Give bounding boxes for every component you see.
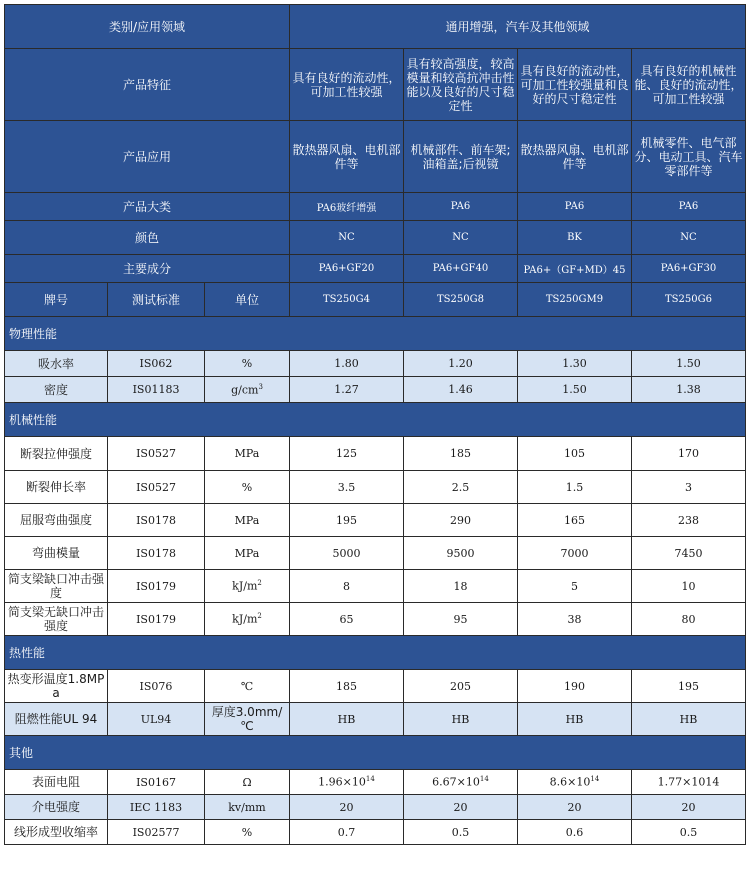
value-cell: 18 xyxy=(404,570,518,603)
feature-cell: 具有良好的机械性能、良好的流动性，可加工性较强 xyxy=(632,49,746,121)
table-row xyxy=(5,795,746,820)
grade-cell: TS250G4 xyxy=(290,283,404,317)
applications-row xyxy=(5,121,746,193)
grade-header-row xyxy=(5,283,746,317)
value-cell: 1.80 xyxy=(290,351,404,377)
application-cell: 散热器风扇、电机部件等 xyxy=(518,121,632,193)
value-cell: 38 xyxy=(518,603,632,636)
value-cell: 170 xyxy=(632,437,746,471)
value-cell: 80 xyxy=(632,603,746,636)
unit: % xyxy=(205,351,290,377)
test-standard: IS01183 xyxy=(108,377,205,403)
color-cell: NC xyxy=(404,221,518,255)
unit-label: 单位 xyxy=(205,283,290,317)
features-row xyxy=(5,49,746,121)
composition-cell: PA6+GF30 xyxy=(632,255,746,283)
unit-superscript: 2 xyxy=(257,579,262,588)
value-cell: HB xyxy=(404,703,518,736)
value-cell: 105 xyxy=(518,437,632,471)
application-cell: 机械部件、前车架;油箱盖;后视镜 xyxy=(404,121,518,193)
composition-label: 主要成分 xyxy=(5,255,290,283)
value-cell: 0.5 xyxy=(632,820,746,845)
property-name: 密度 xyxy=(5,377,108,403)
value-cell: 1.20 xyxy=(404,351,518,377)
test-standard: IS0179 xyxy=(108,570,205,603)
family-label: 产品大类 xyxy=(5,193,290,221)
table-row xyxy=(5,504,746,537)
value-cell: 1.5 xyxy=(518,471,632,504)
property-name: 阻燃性能UL 94 xyxy=(5,703,108,736)
section-thermal: 热性能 xyxy=(5,636,746,670)
test-standard: IS076 xyxy=(108,670,205,703)
value-cell: 1.27 xyxy=(290,377,404,403)
unit: Ω xyxy=(205,770,290,795)
value-cell: 10 xyxy=(632,570,746,603)
table-row xyxy=(5,351,746,377)
unit: MPa xyxy=(205,504,290,537)
unit: % xyxy=(205,471,290,504)
features-label: 产品特征 xyxy=(5,49,290,121)
value-cell: 125 xyxy=(290,437,404,471)
family-cell: PA6 xyxy=(404,193,518,221)
family-row xyxy=(5,193,746,221)
unit xyxy=(205,603,290,636)
value-cell: 5 xyxy=(518,570,632,603)
unit-superscript: 3 xyxy=(258,382,263,391)
category-label: 类别/应用领域 xyxy=(5,5,290,49)
property-name: 弯曲模量 xyxy=(5,537,108,570)
test-standard: UL94 xyxy=(108,703,205,736)
applications-label: 产品应用 xyxy=(5,121,290,193)
value-mantissa: 6.67×10 xyxy=(432,775,480,789)
value-cell: 1.38 xyxy=(632,377,746,403)
property-name: 屈服弯曲强度 xyxy=(5,504,108,537)
unit: kv/mm xyxy=(205,795,290,820)
value-cell: 195 xyxy=(632,670,746,703)
value-cell xyxy=(404,770,518,795)
composition-cell: PA6+GF20 xyxy=(290,255,404,283)
value-exponent: 14 xyxy=(590,775,600,784)
property-name: 介电强度 xyxy=(5,795,108,820)
value-cell: HB xyxy=(518,703,632,736)
application-cell: 机械零件、电气部分、电动工具、汽车零部件等 xyxy=(632,121,746,193)
property-name: 简支梁缺口冲击强度 xyxy=(5,570,108,603)
value-cell: 195 xyxy=(290,504,404,537)
unit: 厚度3.0mm/℃ xyxy=(205,703,290,736)
value-cell: 20 xyxy=(290,795,404,820)
value-cell xyxy=(290,770,404,795)
application-cell: 散热器风扇、电机部件等 xyxy=(290,121,404,193)
grade-cell: TS250G8 xyxy=(404,283,518,317)
unit: % xyxy=(205,820,290,845)
color-cell: NC xyxy=(632,221,746,255)
test-standard: IS02577 xyxy=(108,820,205,845)
unit: MPa xyxy=(205,537,290,570)
value-cell: 185 xyxy=(290,670,404,703)
value-mantissa: 1.96×10 xyxy=(318,775,366,789)
test-standard: IEC 1183 xyxy=(108,795,205,820)
table-row xyxy=(5,770,746,795)
unit: ℃ xyxy=(205,670,290,703)
value-cell: 238 xyxy=(632,504,746,537)
feature-cell: 具有良好的流动性，可加工性较强 xyxy=(290,49,404,121)
section-physical: 物理性能 xyxy=(5,317,746,351)
value-exponent: 14 xyxy=(365,775,375,784)
test-standard: IS0178 xyxy=(108,537,205,570)
composition-cell: PA6+（GF+MD）45 xyxy=(518,255,632,283)
value-cell: 3.5 xyxy=(290,471,404,504)
table-row xyxy=(5,377,746,403)
value-cell: HB xyxy=(632,703,746,736)
grade-cell: TS250G6 xyxy=(632,283,746,317)
value-cell: 3 xyxy=(632,471,746,504)
section-row xyxy=(5,636,746,670)
table-row xyxy=(5,820,746,845)
value-cell: 95 xyxy=(404,603,518,636)
value-cell: 5000 xyxy=(290,537,404,570)
test-standard: IS0178 xyxy=(108,504,205,537)
table-row xyxy=(5,603,746,636)
value-cell: 1.46 xyxy=(404,377,518,403)
value-cell: 205 xyxy=(404,670,518,703)
value-cell: 65 xyxy=(290,603,404,636)
unit: MPa xyxy=(205,437,290,471)
value-cell: 165 xyxy=(518,504,632,537)
feature-cell: 具有较高强度，较高模量和较高抗冲击性能以及良好的尺寸稳定性 xyxy=(404,49,518,121)
section-row xyxy=(5,403,746,437)
color-cell: NC xyxy=(290,221,404,255)
property-name: 线形成型收缩率 xyxy=(5,820,108,845)
color-cell: BK xyxy=(518,221,632,255)
value-cell: 1.30 xyxy=(518,351,632,377)
composition-row xyxy=(5,255,746,283)
value-cell: 0.7 xyxy=(290,820,404,845)
standard-label: 测试标准 xyxy=(108,283,205,317)
unit-text: g/cm xyxy=(231,383,259,397)
value-cell: 0.5 xyxy=(404,820,518,845)
family-cell: PA6玻纤增强 xyxy=(290,193,404,221)
property-name: 吸水率 xyxy=(5,351,108,377)
grade-cell: TS250GM9 xyxy=(518,283,632,317)
category-row xyxy=(5,5,746,49)
color-row xyxy=(5,221,746,255)
value-cell: 2.5 xyxy=(404,471,518,504)
test-standard: IS0167 xyxy=(108,770,205,795)
value-cell: 185 xyxy=(404,437,518,471)
value-cell: 190 xyxy=(518,670,632,703)
value-cell: 1.50 xyxy=(518,377,632,403)
test-standard: IS0527 xyxy=(108,437,205,471)
value-cell: 20 xyxy=(632,795,746,820)
property-name: 表面电阻 xyxy=(5,770,108,795)
value-cell: 7450 xyxy=(632,537,746,570)
section-mechanical: 机械性能 xyxy=(5,403,746,437)
test-standard: IS0179 xyxy=(108,603,205,636)
value-cell: 1.50 xyxy=(632,351,746,377)
value-mantissa: 1.77×1014 xyxy=(657,775,720,789)
table-row xyxy=(5,537,746,570)
property-name: 热变形温度1.8MPa xyxy=(5,670,108,703)
table-row xyxy=(5,570,746,603)
feature-cell: 具有良好的流动性，可加工性较强量和良好的尺寸稳定性 xyxy=(518,49,632,121)
color-label: 颜色 xyxy=(5,221,290,255)
value-cell: 9500 xyxy=(404,537,518,570)
unit xyxy=(205,377,290,403)
table-row xyxy=(5,670,746,703)
value-cell: 0.6 xyxy=(518,820,632,845)
unit-text: kJ/m xyxy=(232,612,258,626)
composition-cell: PA6+GF40 xyxy=(404,255,518,283)
family-cell: PA6 xyxy=(518,193,632,221)
category-value: 通用增强，汽车及其他领域 xyxy=(290,5,746,49)
value-cell: 7000 xyxy=(518,537,632,570)
test-standard: IS0527 xyxy=(108,471,205,504)
value-cell: HB xyxy=(290,703,404,736)
value-cell: 20 xyxy=(404,795,518,820)
section-row xyxy=(5,317,746,351)
section-other: 其他 xyxy=(5,736,746,770)
unit xyxy=(205,570,290,603)
section-row xyxy=(5,736,746,770)
family-cell: PA6 xyxy=(632,193,746,221)
table-row xyxy=(5,437,746,471)
grade-label: 牌号 xyxy=(5,283,108,317)
table-row xyxy=(5,703,746,736)
property-name: 断裂伸长率 xyxy=(5,471,108,504)
value-cell: 20 xyxy=(518,795,632,820)
value-cell: 8 xyxy=(290,570,404,603)
value-cell: 290 xyxy=(404,504,518,537)
value-cell xyxy=(518,770,632,795)
table-row xyxy=(5,471,746,504)
unit-text: kJ/m xyxy=(232,579,258,593)
value-exponent: 14 xyxy=(479,775,489,784)
value-cell xyxy=(632,770,746,795)
value-mantissa: 8.6×10 xyxy=(549,775,591,789)
property-name: 简支梁无缺口冲击强度 xyxy=(5,603,108,636)
test-standard: IS062 xyxy=(108,351,205,377)
datasheet-table xyxy=(4,4,746,845)
property-name: 断裂拉伸强度 xyxy=(5,437,108,471)
unit-superscript: 2 xyxy=(257,612,262,621)
